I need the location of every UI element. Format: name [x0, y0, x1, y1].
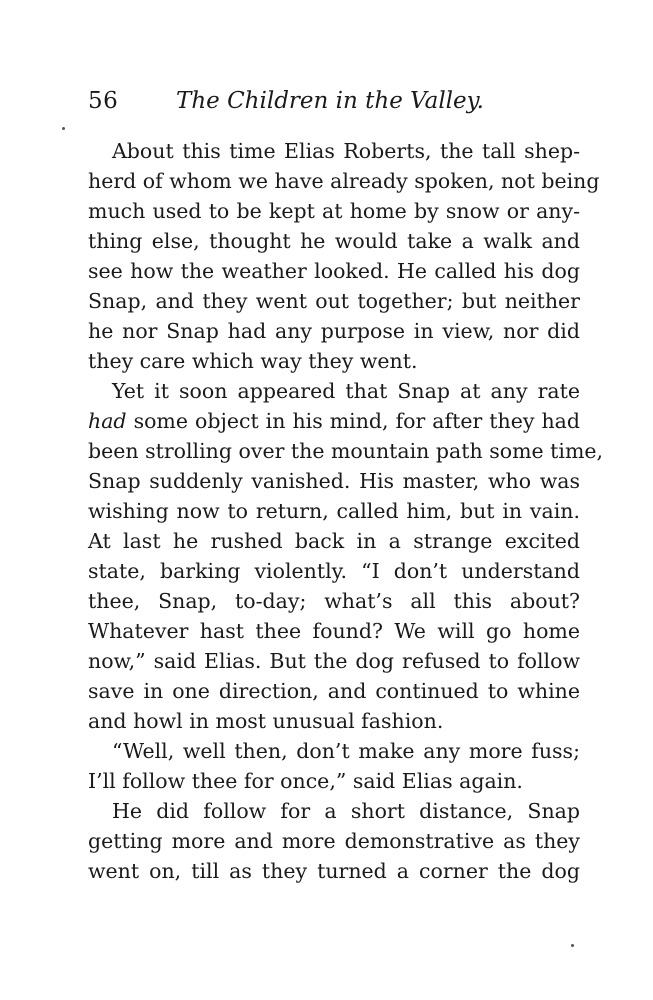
text-line: He did follow for a short distance, Snap: [112, 799, 580, 823]
text-line: they care which way they went.: [88, 349, 418, 373]
print-speck: [62, 127, 65, 130]
text-line: he nor Snap had any purpose in view, nor did: [88, 319, 580, 343]
text-line: save in one direction, and continued to whine: [88, 679, 580, 703]
running-title: The Children in the Valley.: [176, 88, 484, 114]
text-line: much used to be kept at home by snow or any-: [88, 199, 580, 223]
text-line: and howl in most unusual fashion.: [88, 709, 444, 733]
text-line: At last he rushed back in a strange excited: [88, 529, 580, 553]
page-header: [88, 88, 578, 122]
text-line: see how the weather looked. He called his dog: [88, 259, 580, 283]
text-line: had some object in his mind, for after they had: [88, 409, 580, 433]
text-line: About this time Elias Roberts, the tall shep-: [112, 139, 580, 163]
text-line: went on, till as they turned a corner the dog: [88, 859, 580, 883]
page-number: 56: [88, 88, 119, 114]
text-line: wishing now to return, called him, but in vain.: [88, 499, 580, 523]
text-line: Snap, and they went out together; but neither: [88, 289, 580, 313]
text-line: Whatever hast thee found? We will go home: [88, 619, 580, 643]
text-line: I’ll follow thee for once,” said Elias again.: [88, 769, 523, 793]
text-line: “Well, well then, don’t make any more fuss;: [112, 739, 580, 763]
text-line: getting more and more demonstrative as they: [88, 829, 580, 853]
text-line: thing else, thought he would take a walk and: [88, 229, 580, 253]
print-speck: [571, 944, 574, 947]
text-line: Yet it soon appeared that Snap at any rate: [112, 379, 580, 403]
text-line: been strolling over the mountain path some time,: [88, 439, 604, 463]
text-line: Snap suddenly vanished. His master, who was: [88, 469, 580, 493]
text-line: herd of whom we have already spoken, not being: [88, 169, 600, 193]
text-line: now,” said Elias. But the dog refused to follow: [88, 649, 580, 673]
text-line: thee, Snap, to-day; what’s all this about?: [88, 589, 580, 613]
text-line: state, barking violently. “I don’t understand: [88, 559, 580, 583]
